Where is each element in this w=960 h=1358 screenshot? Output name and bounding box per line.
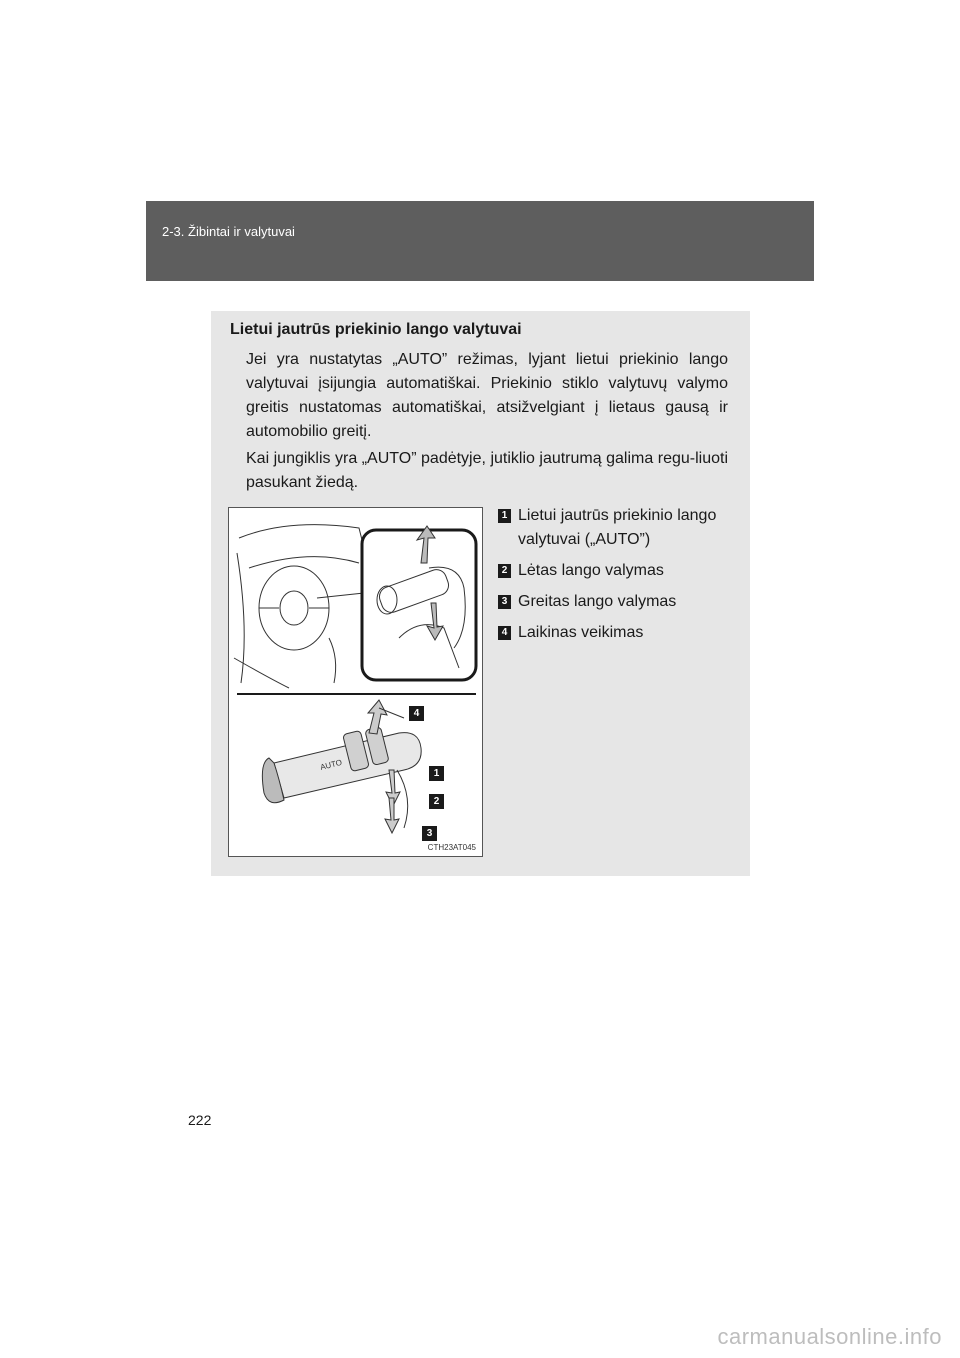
legend-item [498, 504, 738, 552]
illustration-drawing [229, 508, 482, 856]
legend-text: Lėtas lango valymas [518, 562, 664, 579]
box-heading: Lietui jautrūs priekinio lango valytuvai [230, 321, 522, 338]
watermark[interactable]: carmanualsonline.info [717, 1324, 942, 1349]
callout-badge: 1 [429, 766, 444, 781]
legend-item [498, 621, 738, 645]
legend-item [498, 590, 738, 614]
number-badge: 1 [498, 509, 511, 523]
legend-text: Greitas lango valymas [518, 593, 677, 610]
stalk-auto-label: AUTO [319, 757, 343, 772]
callout-badge: 2 [429, 794, 444, 809]
callout-badge: 3 [422, 826, 437, 841]
arrow-up-icon [368, 700, 387, 734]
section-title: 2-3. Žibintai ir valytuvai [162, 224, 295, 239]
sensitivity-paragraph: Kai jungiklis yra „AUTO” padėtyje, jutiklio jautrumą galima regu-liuoti pasukant žiedą. [246, 450, 728, 491]
figure-code: CTH23AT045 [427, 843, 476, 852]
description-paragraph: Jei yra nustatytas „AUTO” režimas, lyjant lietui priekinio lango valytuvai įsijungia automatiškai. Priekinio stiklo valytuvų valymo greitis nustatomas automatiškai, atsižvelgiant į lietaus gausą ir automobilio greitį. [246, 351, 728, 440]
header-bar [146, 201, 814, 281]
legend-item [498, 559, 738, 583]
page-number: 222 [188, 1112, 212, 1128]
number-badge: 2 [498, 564, 511, 578]
legend-text: Laikinas veikimas [518, 624, 644, 641]
number-badge: 4 [498, 626, 511, 640]
arrow-down-icon [385, 798, 399, 833]
wiper-switch-illustration [228, 507, 483, 857]
legend-text: Lietui jautrūs priekinio lango valytuvai („AUTO”) [518, 507, 717, 548]
number-badge: 3 [498, 595, 511, 609]
zoom-frame [362, 530, 476, 680]
callout-badge: 4 [409, 706, 424, 721]
legend-list [498, 504, 738, 652]
